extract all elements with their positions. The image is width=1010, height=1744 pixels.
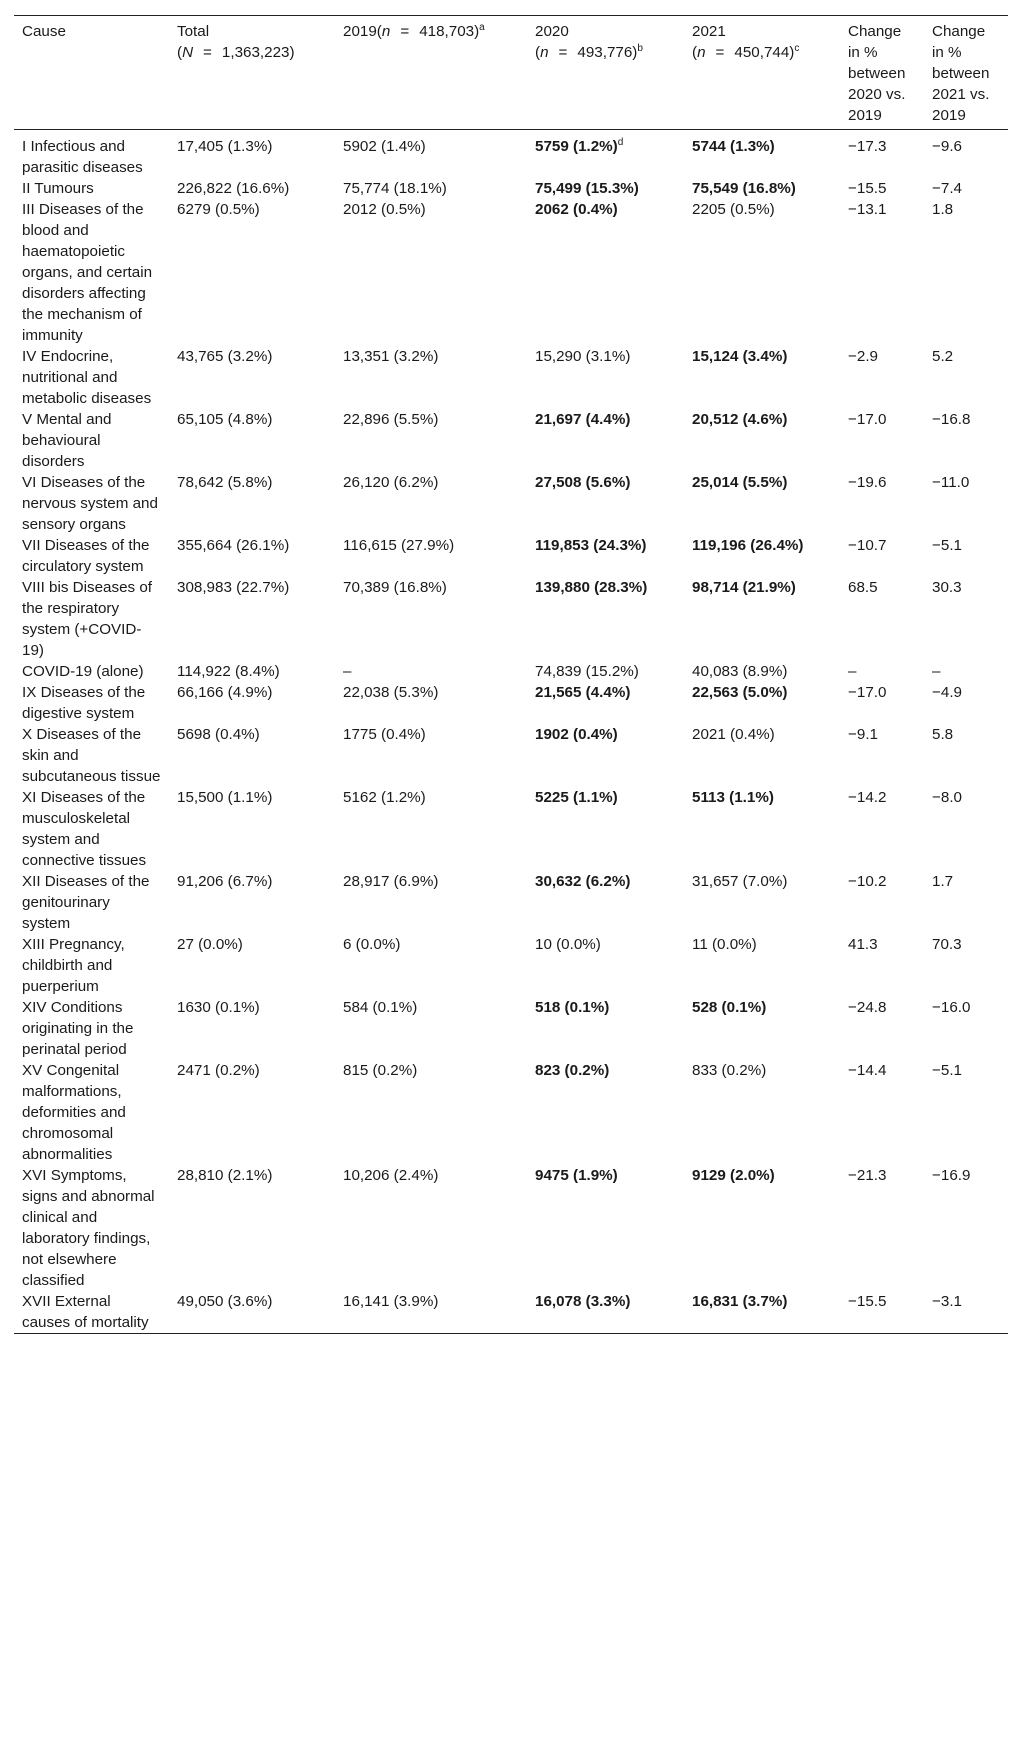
cell-total: 355,664 (26.1%): [177, 537, 290, 554]
table-row: [14, 346, 1008, 409]
header-2020: [527, 16, 684, 130]
cell-cause: XV Congenital malformations, deformities and chromosomal abnormalities: [22, 1062, 126, 1163]
cell-change-2020: −24.8: [848, 999, 887, 1016]
cell-change-2021: –: [932, 663, 941, 680]
cell-change-2020: −14.4: [848, 1062, 887, 1079]
cell-change-2020: −15.5: [848, 180, 887, 197]
cell-2021: 2205 (0.5%): [692, 201, 775, 218]
cell-2019: 13,351 (3.2%): [343, 348, 439, 365]
header-2019: [335, 16, 527, 130]
cell-2020: [527, 130, 684, 179]
cell-2021: 75,549 (16.8%): [692, 180, 796, 197]
cell-2019: 28,917 (6.9%): [343, 873, 439, 890]
cell-change-2021: 5.8: [932, 726, 954, 743]
cell-total: 6279 (0.5%): [177, 201, 260, 218]
cell-change-2021: −8.0: [932, 789, 962, 806]
cell-2019: 5162 (1.2%): [343, 789, 426, 806]
cell-cause: IX Diseases of the digestive system: [22, 684, 146, 722]
cell-2019: 815 (0.2%): [343, 1062, 418, 1079]
cell-total: 308,983 (22.7%): [177, 579, 290, 596]
header-change-2020: Change in % between 2020 vs. 2019: [848, 23, 906, 124]
cell-change-2020: −10.2: [848, 873, 887, 890]
cell-change-2021: 5.2: [932, 348, 954, 365]
cell-cause: XII Diseases of the genitourinary system: [22, 873, 150, 932]
header-2021-footnote: c: [794, 42, 800, 54]
cell-2021: 528 (0.1%): [692, 999, 767, 1016]
cell-change-2020: −21.3: [848, 1167, 887, 1184]
cell-change-2020: −2.9: [848, 348, 878, 365]
cell-2019: 22,038 (5.3%): [343, 684, 439, 701]
cell-2020: 823 (0.2%): [535, 1062, 610, 1079]
cell-2020: 30,632 (6.2%): [535, 873, 631, 890]
cell-2019: 16,141 (3.9%): [343, 1293, 439, 1310]
cell-cause: XI Diseases of the musculoskeletal system and connective tissues: [22, 789, 147, 869]
cell-2021: 833 (0.2%): [692, 1062, 767, 1079]
cell-change-2021: −16.0: [932, 999, 971, 1016]
cell-2021: 98,714 (21.9%): [692, 579, 796, 596]
cell-change-2020: −10.7: [848, 537, 887, 554]
cell-change-2021: 1.7: [932, 873, 954, 890]
table-row: [14, 1060, 1008, 1165]
cell-cause: XIV Conditions originating in the perinatal period: [22, 999, 134, 1058]
header-cause: Cause: [22, 23, 66, 40]
cell-cause: XVII External causes of mortality: [22, 1293, 149, 1331]
cell-2021: 2021 (0.4%): [692, 726, 775, 743]
header-2020-value: 493,776): [577, 44, 638, 61]
cell-2021: 16,831 (3.7%): [692, 1293, 788, 1310]
cell-2020: 16,078 (3.3%): [535, 1293, 631, 1310]
cell-change-2021: 70.3: [932, 936, 962, 953]
cell-2020: 21,565 (4.4%): [535, 684, 631, 701]
cell-2019: –: [343, 663, 352, 680]
table-row: [14, 535, 1008, 577]
cell-cause: VII Diseases of the circulatory system: [22, 537, 150, 575]
cell-2020: 119,853 (24.3%): [535, 537, 647, 554]
cell-change-2021: −5.1: [932, 537, 962, 554]
table-row: [14, 1291, 1008, 1334]
cell-2020: 15,290 (3.1%): [535, 348, 631, 365]
cell-2019: 10,206 (2.4%): [343, 1167, 439, 1184]
cell-cause: IV Endocrine, nutritional and metabolic diseases: [22, 348, 152, 407]
cell-2021: 31,657 (7.0%): [692, 873, 788, 890]
table-row: [14, 682, 1008, 724]
cell-change-2021: −5.1: [932, 1062, 962, 1079]
cell-2019: 75,774 (18.1%): [343, 180, 447, 197]
header-change-2021: Change in % between 2021 vs. 2019: [932, 23, 990, 124]
header-2021-var: n: [697, 44, 706, 61]
cell-cause: XIII Pregnancy, childbirth and puerperium: [22, 936, 125, 995]
table-row: [14, 934, 1008, 997]
cell-2020: 75,499 (15.3%): [535, 180, 639, 197]
cell-2020: 27,508 (5.6%): [535, 474, 631, 491]
cell-change-2020: –: [848, 663, 857, 680]
header-total-value: 1,363,223: [221, 44, 290, 61]
cell-2019: 584 (0.1%): [343, 999, 418, 1016]
cell-cause: XVI Symptoms, signs and abnormal clinical and laboratory findings, not elsewhere classified: [22, 1167, 155, 1289]
cell-2020: 9475 (1.9%): [535, 1167, 618, 1184]
cell-2020: 2062 (0.4%): [535, 201, 618, 218]
header-2019-var: n: [381, 23, 391, 40]
cell-2019: 6 (0.0%): [343, 936, 401, 953]
cell-change-2021: −3.1: [932, 1293, 962, 1310]
cell-2020: 74,839 (15.2%): [535, 663, 639, 680]
header-2021-eq: =: [715, 44, 725, 61]
cell-2021: 22,563 (5.0%): [692, 684, 788, 701]
cell-2021: 119,196 (26.4%): [692, 537, 804, 554]
cell-change-2020: −17.0: [848, 684, 887, 701]
cell-cause: V Mental and behavioural disorders: [22, 411, 112, 470]
cell-2021: 5113 (1.1%): [692, 789, 774, 806]
cell-change-2021: 30.3: [932, 579, 962, 596]
cell-total: 226,822 (16.6%): [177, 180, 290, 197]
cell-change-2020: −15.5: [848, 1293, 887, 1310]
cell-2021: 11 (0.0%): [692, 936, 757, 953]
cell-cause: X Diseases of the skin and subcutaneous tissue: [22, 726, 161, 785]
cell-change-2020: 41.3: [848, 936, 878, 953]
cell-total: 65,105 (4.8%): [177, 411, 273, 428]
header-total: Total (N = 1,363,223): [169, 16, 335, 130]
table-row: [14, 661, 1008, 682]
table-row: [14, 1165, 1008, 1291]
cell-2020: 10 (0.0%): [535, 936, 601, 953]
cell-change-2020: 68.5: [848, 579, 878, 596]
cell-2021: 5744 (1.3%): [692, 138, 775, 155]
cell-2020-value: 5759 (1.2%): [535, 138, 618, 155]
cell-2019: 1775 (0.4%): [343, 726, 426, 743]
header-total-var: N: [182, 44, 194, 61]
cell-change-2020: −14.2: [848, 789, 887, 806]
header-total-label: Total: [177, 23, 210, 40]
cell-total: 5698 (0.4%): [177, 726, 260, 743]
cell-total: 43,765 (3.2%): [177, 348, 273, 365]
cell-2019: 5902 (1.4%): [343, 138, 426, 155]
header-2021-value: 450,744): [734, 44, 795, 61]
header-2020-open: (: [535, 44, 541, 61]
cell-total: 91,206 (6.7%): [177, 873, 273, 890]
cell-cause: III Diseases of the blood and haematopoietic organs, and certain disorders affecting the mechanism of immunity: [22, 201, 153, 344]
cell-change-2021: 1.8: [932, 201, 954, 218]
cell-2020: 21,697 (4.4%): [535, 411, 631, 428]
cell-change-2021: −9.6: [932, 138, 962, 155]
cell-change-2020: −9.1: [848, 726, 878, 743]
cell-2021: 20,512 (4.6%): [692, 411, 788, 428]
table-row: [14, 724, 1008, 787]
cell-2021: 40,083 (8.9%): [692, 663, 788, 680]
header-2020-footnote: b: [637, 42, 643, 54]
cell-change-2020: −17.0: [848, 411, 887, 428]
table-row: [14, 871, 1008, 934]
cell-total: 114,922 (8.4%): [177, 663, 280, 680]
cell-cause: COVID-19 (alone): [22, 663, 144, 680]
cell-2020: 139,880 (28.3%): [535, 579, 648, 596]
header-2020-eq: =: [558, 44, 568, 61]
cell-cause: II Tumours: [22, 180, 94, 197]
table-row: [14, 178, 1008, 199]
table-row: [14, 130, 1008, 179]
cell-total: 17,405 (1.3%): [177, 138, 273, 155]
cell-total: 15,500 (1.1%): [177, 789, 273, 806]
cell-change-2021: −16.8: [932, 411, 971, 428]
table-row: [14, 409, 1008, 472]
header-2019-prefix: 2019(: [343, 23, 382, 40]
cell-2019: 22,896 (5.5%): [343, 411, 439, 428]
table-row: [14, 997, 1008, 1060]
cell-total: 78,642 (5.8%): [177, 474, 273, 491]
cell-2021: 25,014 (5.5%): [692, 474, 788, 491]
table-row: [14, 577, 1008, 661]
cell-total: 1630 (0.1%): [177, 999, 260, 1016]
cell-cause: I Infectious and parasitic diseases: [22, 138, 143, 176]
header-2021-open: (: [692, 44, 698, 61]
mortality-by-cause-table: [14, 15, 1008, 1334]
cell-total: 28,810 (2.1%): [177, 1167, 273, 1184]
cell-total: 66,166 (4.9%): [177, 684, 273, 701]
table-row: [14, 199, 1008, 346]
header-2021: [684, 16, 840, 130]
header-2021-label: 2021: [692, 23, 726, 40]
cell-total: 2471 (0.2%): [177, 1062, 260, 1079]
cell-2021: 9129 (2.0%): [692, 1167, 775, 1184]
cell-2019: 26,120 (6.2%): [343, 474, 439, 491]
cell-total: 27 (0.0%): [177, 936, 243, 953]
cell-total: 49,050 (3.6%): [177, 1293, 273, 1310]
cell-change-2021: −4.9: [932, 684, 962, 701]
cell-change-2021: −11.0: [932, 474, 970, 491]
cell-2020: 1902 (0.4%): [535, 726, 618, 743]
cell-2019: 70,389 (16.8%): [343, 579, 447, 596]
table-header-row: [14, 16, 1008, 130]
cell-cause: VIII bis Diseases of the respiratory system (+COVID-19): [22, 579, 152, 659]
header-2019-eq: =: [400, 23, 410, 40]
cell-change-2021: −16.9: [932, 1167, 971, 1184]
cell-cause: VI Diseases of the nervous system and sensory organs: [22, 474, 158, 533]
cell-change-2021: −7.4: [932, 180, 962, 197]
cell-2020-footnote: d: [617, 136, 624, 148]
table-row: [14, 472, 1008, 535]
table-body: [14, 130, 1008, 1334]
cell-change-2020: −19.6: [848, 474, 887, 491]
header-total-eq: =: [203, 44, 212, 61]
cell-change-2020: −17.3: [848, 138, 887, 155]
cell-2019: 2012 (0.5%): [343, 201, 426, 218]
mortality-table-container: [14, 15, 1008, 1334]
cell-2019: 116,615 (27.9%): [343, 537, 455, 554]
cell-2020: 518 (0.1%): [535, 999, 610, 1016]
header-2019-value: 418,703): [419, 23, 480, 40]
cell-2020: 5225 (1.1%): [535, 789, 618, 806]
cell-2021: 15,124 (3.4%): [692, 348, 788, 365]
header-2019-footnote: a: [479, 21, 485, 33]
header-2020-label: 2020: [535, 23, 569, 40]
header-2020-var: n: [540, 44, 549, 61]
cell-change-2020: −13.1: [848, 201, 887, 218]
table-row: [14, 787, 1008, 871]
